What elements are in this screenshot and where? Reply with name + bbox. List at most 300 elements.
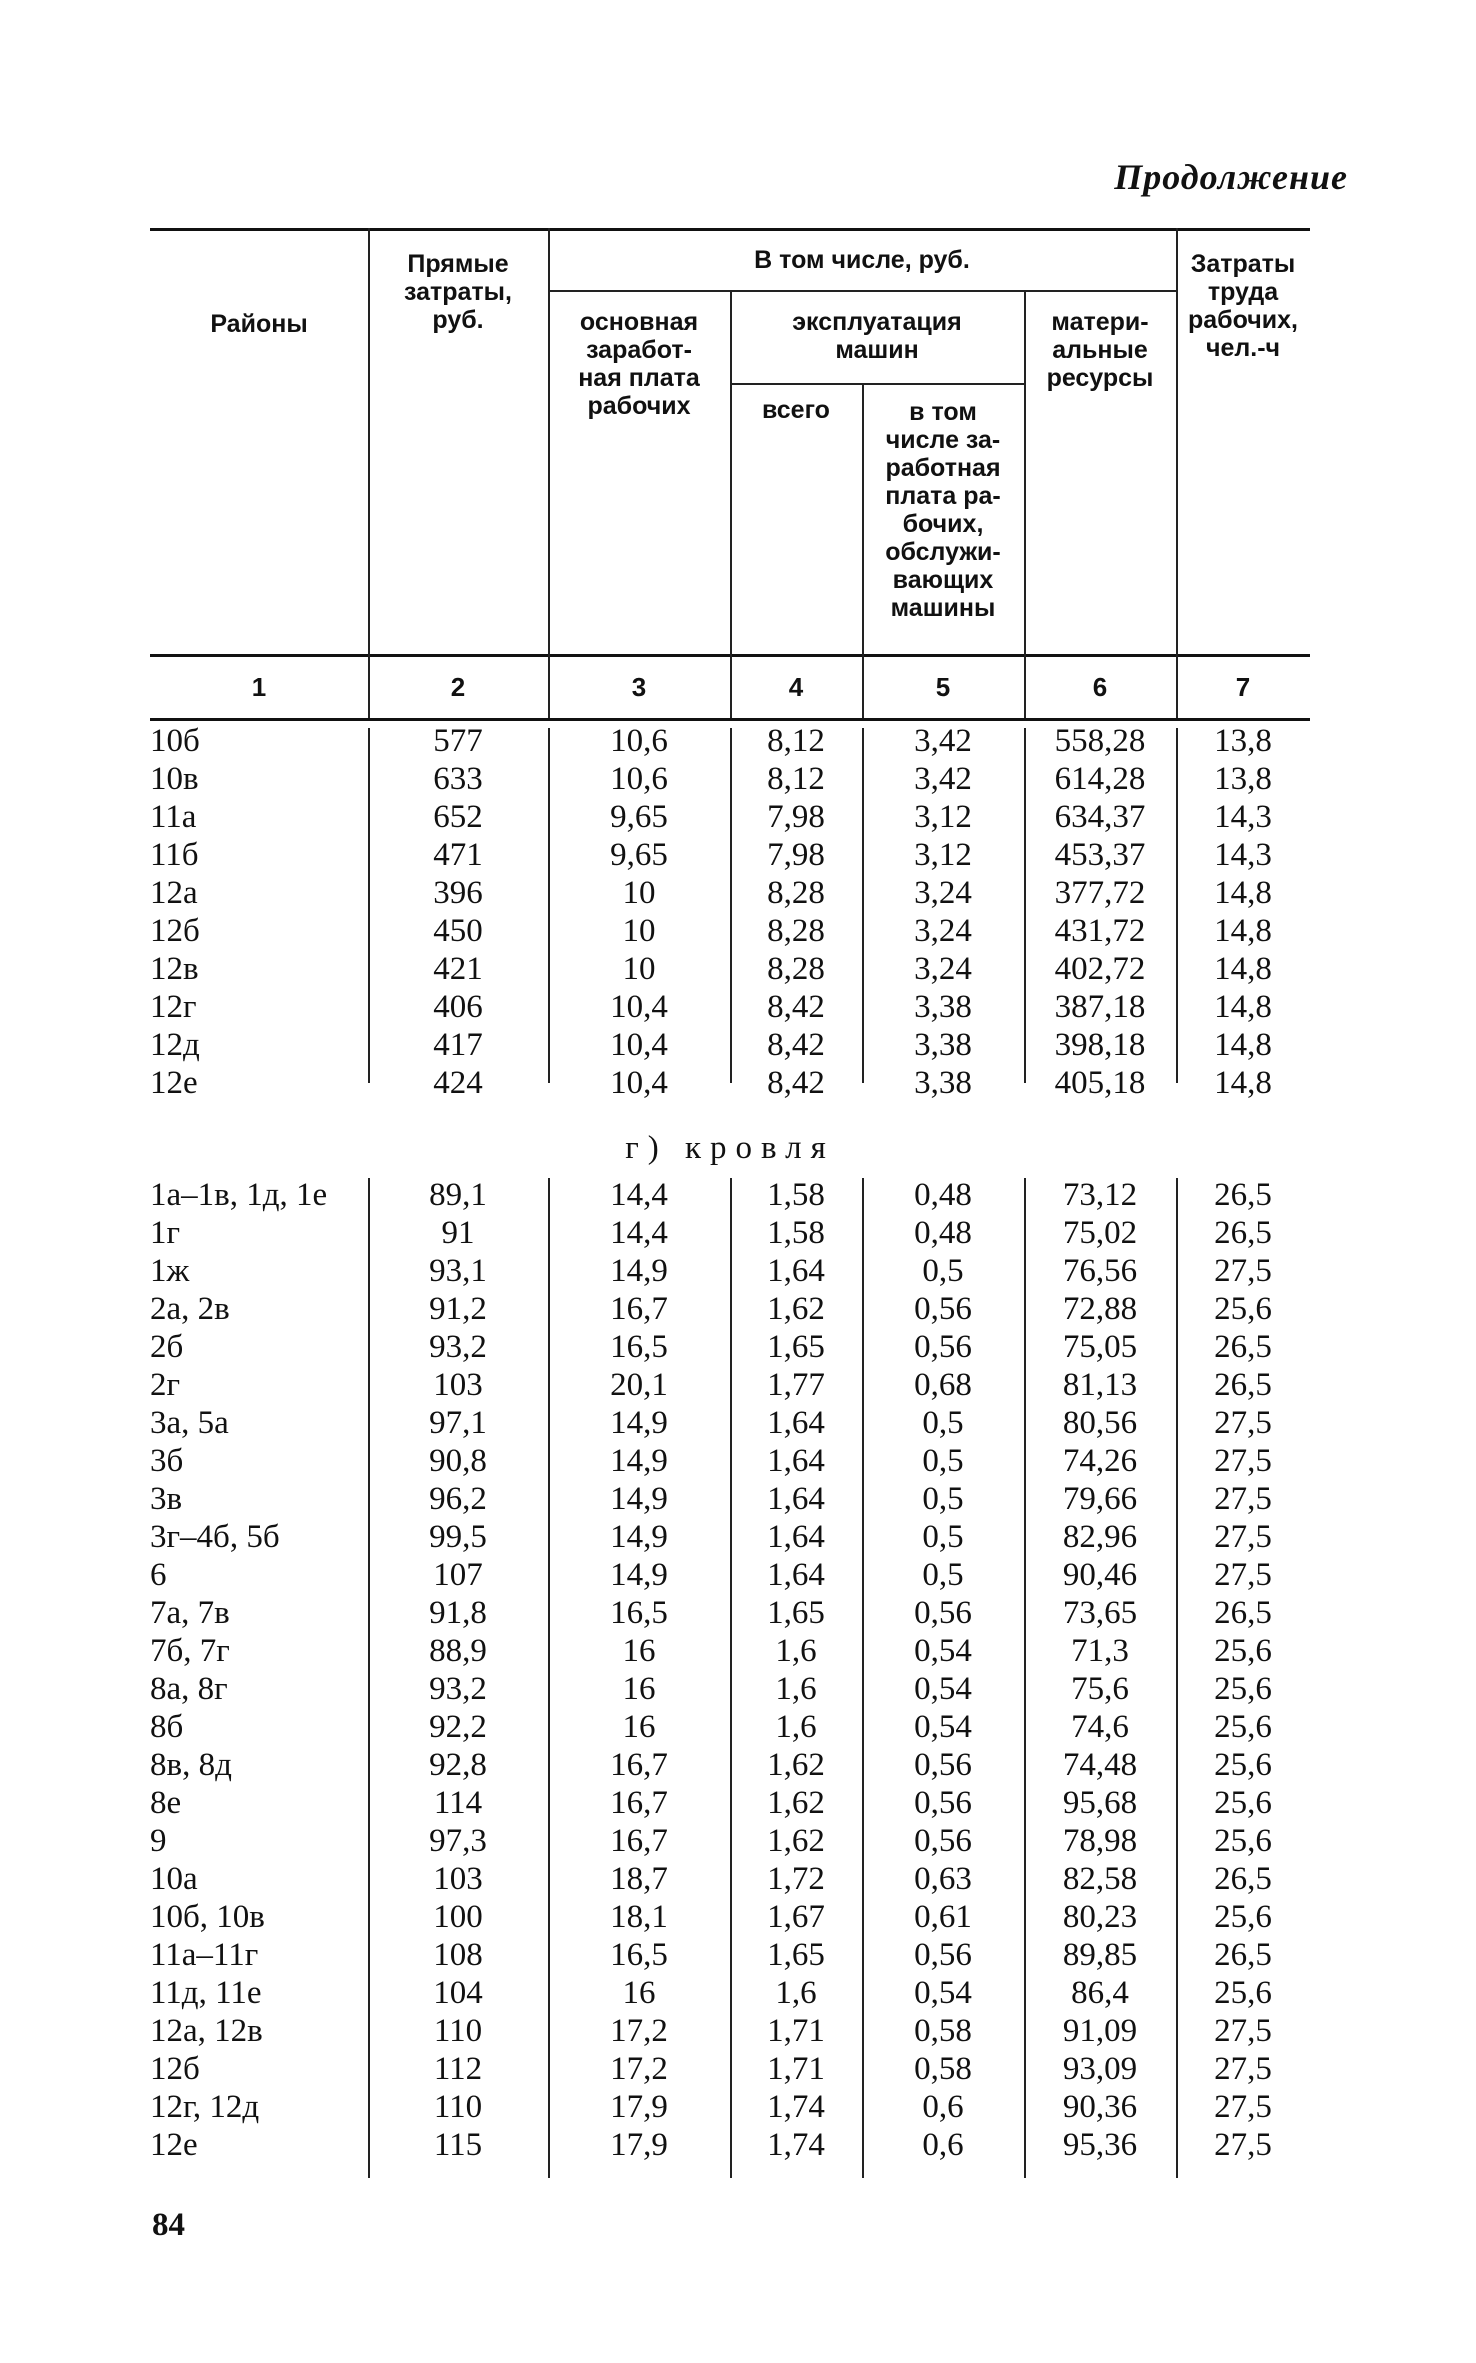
cell-machine-wage: 0,48 [914,1215,972,1251]
cell-district: 12в [150,951,199,987]
cell-labor: 14,8 [1214,1065,1272,1101]
table-row [150,988,1310,1026]
cell-base-wage: 10,4 [610,1027,668,1063]
cell-machine-total: 1,64 [767,1253,825,1289]
cell-direct-costs: 91,2 [429,1291,487,1327]
cell-direct-costs: 89,1 [429,1177,487,1213]
table-row [150,1746,1310,1784]
cell-district: 1а–1в, 1д, 1е [150,1177,328,1213]
cell-labor: 26,5 [1214,1937,1272,1973]
cell-machine-wage: 0,68 [914,1367,972,1403]
cell-machine-total: 1,58 [767,1177,825,1213]
cell-machine-total: 8,28 [767,913,825,949]
cell-labor: 26,5 [1214,1367,1272,1403]
cell-machine-wage: 0,56 [914,1595,972,1631]
cell-base-wage: 16,7 [610,1291,668,1327]
cell-materials: 91,09 [1062,2013,1138,2049]
cell-materials: 377,72 [1054,875,1146,911]
cell-base-wage: 14,4 [610,1215,668,1251]
cell-materials: 89,85 [1062,1937,1138,1973]
cell-base-wage: 14,4 [610,1177,668,1213]
table-row [150,1442,1310,1480]
cell-materials: 82,58 [1062,1861,1138,1897]
cell-machine-wage: 0,58 [914,2051,972,2087]
cell-direct-costs: 93,2 [429,1671,487,1707]
cell-labor: 25,6 [1214,1823,1272,1859]
cell-district: 10а [150,1861,198,1897]
cell-district: 8а, 8г [150,1671,228,1707]
cell-machine-wage: 3,42 [914,723,972,759]
cell-machine-wage: 0,48 [914,1177,972,1213]
cell-machine-total: 1,6 [775,1671,817,1707]
cell-machine-wage: 0,56 [914,1785,972,1821]
cell-direct-costs: 577 [433,723,483,759]
cell-labor: 25,6 [1214,1633,1272,1669]
cell-machine-wage: 0,5 [922,1443,964,1479]
table-top-rule [150,228,1310,231]
cell-machine-total: 1,71 [767,2013,825,2049]
cell-machine-total: 1,74 [767,2089,825,2125]
cell-machine-wage: 0,54 [914,1633,972,1669]
continuation-label: Продолжение [1114,157,1348,197]
cell-materials: 93,09 [1062,2051,1138,2087]
cell-district: 1ж [150,1253,190,1289]
cell-direct-costs: 107 [433,1557,483,1593]
cell-machine-wage: 0,54 [914,1671,972,1707]
cell-district: 12б [150,2051,200,2087]
table-row [150,1290,1310,1328]
cell-base-wage: 10,6 [610,723,668,759]
cell-district: 7а, 7в [150,1595,230,1631]
cell-machine-total: 1,6 [775,1709,817,1745]
cell-direct-costs: 421 [433,951,483,987]
cell-base-wage: 14,9 [610,1405,668,1441]
col-number-3: 3 [631,672,647,702]
cell-district: 8б [150,1709,184,1745]
cell-labor: 13,8 [1214,723,1272,759]
table-row [150,912,1310,950]
cell-direct-costs: 103 [433,1367,483,1403]
cell-machine-total: 1,62 [767,1747,825,1783]
header-direct-costs: Прямые затраты, руб. [404,250,512,334]
cell-direct-costs: 114 [433,1785,483,1821]
cell-machine-total: 1,74 [767,2127,825,2163]
cell-machine-total: 1,62 [767,1291,825,1327]
cell-base-wage: 16,7 [610,1785,668,1821]
cell-base-wage: 9,65 [610,799,668,835]
cell-machine-wage: 0,56 [914,1747,972,1783]
cell-machine-wage: 3,38 [914,1027,972,1063]
cell-labor: 14,8 [1214,951,1272,987]
cell-base-wage: 10 [622,913,656,949]
cell-direct-costs: 100 [433,1899,483,1935]
cell-materials: 73,12 [1062,1177,1138,1213]
cell-district: 12а, 12в [150,2013,263,2049]
cell-machine-wage: 0,54 [914,1709,972,1745]
cell-machine-total: 8,12 [767,761,825,797]
cell-labor: 27,5 [1214,1519,1272,1555]
cell-district: 3б [150,1443,184,1479]
table-row [150,2088,1310,2126]
cell-machine-total: 7,98 [767,799,825,835]
cell-direct-costs: 108 [433,1937,483,1973]
cell-machine-total: 8,12 [767,723,825,759]
cell-base-wage: 16,7 [610,1823,668,1859]
table-row [150,1822,1310,1860]
table-row [150,1064,1310,1102]
cell-labor: 14,3 [1214,837,1272,873]
cell-machine-total: 1,6 [775,1633,817,1669]
cell-labor: 26,5 [1214,1595,1272,1631]
table-row [150,950,1310,988]
section1-rows [150,722,1310,1102]
col-number-4: 4 [788,672,804,702]
cell-direct-costs: 99,5 [429,1519,487,1555]
cell-machine-wage: 0,56 [914,1291,972,1327]
numbers-bottom-rule [150,718,1310,721]
cell-materials: 614,28 [1054,761,1146,797]
cell-direct-costs: 450 [433,913,483,949]
cell-materials: 75,6 [1071,1671,1129,1707]
section2-rows [150,1176,1310,2164]
cell-base-wage: 16,5 [610,1329,668,1365]
cell-labor: 27,5 [1214,2051,1272,2087]
cell-district: 11д, 11е [150,1975,262,2011]
cell-machine-wage: 0,5 [922,1519,964,1555]
cell-base-wage: 10 [622,951,656,987]
cell-labor: 14,8 [1214,1027,1272,1063]
cell-machine-wage: 0,61 [914,1899,972,1935]
cell-base-wage: 14,9 [610,1443,668,1479]
cell-base-wage: 17,9 [610,2127,668,2163]
cell-direct-costs: 417 [433,1027,483,1063]
cell-machine-wage: 0,63 [914,1861,972,1897]
cell-materials: 431,72 [1054,913,1146,949]
cell-machine-total: 1,62 [767,1823,825,1859]
cell-machine-total: 1,64 [767,1557,825,1593]
table-row [150,1594,1310,1632]
cell-direct-costs: 93,2 [429,1329,487,1365]
table-row [150,1252,1310,1290]
cell-materials: 80,23 [1062,1899,1138,1935]
cell-district: 9 [150,1823,167,1859]
cell-direct-costs: 103 [433,1861,483,1897]
header-base-wage: основная заработ- ная плата рабочих [578,308,700,420]
group-rule [548,290,1176,292]
cell-materials: 80,56 [1062,1405,1138,1441]
cell-machine-total: 8,42 [767,1027,825,1063]
table-row [150,1176,1310,1214]
cell-base-wage: 10 [622,875,656,911]
header-including: В том числе, руб. [754,246,970,274]
cell-labor: 13,8 [1214,761,1272,797]
cell-materials: 73,65 [1062,1595,1138,1631]
cell-machine-wage: 3,12 [914,837,972,873]
cell-machine-total: 1,62 [767,1785,825,1821]
cell-direct-costs: 471 [433,837,483,873]
cell-direct-costs: 90,8 [429,1443,487,1479]
cell-machine-total: 1,72 [767,1861,825,1897]
cell-materials: 453,37 [1054,837,1146,873]
cell-base-wage: 10,4 [610,989,668,1025]
cell-machine-wage: 0,56 [914,1823,972,1859]
cell-labor: 14,3 [1214,799,1272,835]
cell-labor: 27,5 [1214,1557,1272,1593]
cell-base-wage: 20,1 [610,1367,668,1403]
col-number-1: 1 [251,672,267,702]
cell-machine-total: 8,42 [767,1065,825,1101]
cell-district: 12д [150,1027,200,1063]
table-row [150,1974,1310,2012]
col-number-5: 5 [935,672,951,702]
cell-materials: 79,66 [1062,1481,1138,1517]
table-row [150,1026,1310,1064]
cell-district: 10б [150,723,200,759]
cell-base-wage: 16 [622,1671,656,1707]
cell-district: 3г–4б, 5б [150,1519,280,1555]
cell-materials: 405,18 [1054,1065,1146,1101]
cell-machine-wage: 0,54 [914,1975,972,2011]
cell-materials: 95,36 [1062,2127,1138,2163]
cell-machine-total: 1,67 [767,1899,825,1935]
cell-base-wage: 16,5 [610,1595,668,1631]
cell-district: 8в, 8д [150,1747,232,1783]
cell-base-wage: 16,7 [610,1747,668,1783]
cell-machine-total: 1,64 [767,1443,825,1479]
cell-base-wage: 16 [622,1633,656,1669]
cell-machine-wage: 3,12 [914,799,972,835]
cell-district: 2б [150,1329,184,1365]
cell-direct-costs: 104 [433,1975,483,2011]
header-materials: матери- альные ресурсы [1046,308,1154,392]
cell-machine-total: 1,64 [767,1481,825,1517]
table-row [150,1480,1310,1518]
cell-district: 12е [150,2127,198,2163]
cell-base-wage: 14,9 [610,1557,668,1593]
cell-machine-wage: 0,5 [922,1557,964,1593]
cell-machine-wage: 0,5 [922,1405,964,1441]
cell-labor: 25,6 [1214,1785,1272,1821]
table-row [150,1214,1310,1252]
cell-labor: 26,5 [1214,1177,1272,1213]
cell-materials: 75,02 [1062,1215,1138,1251]
cell-base-wage: 9,65 [610,837,668,873]
cell-labor: 27,5 [1214,2089,1272,2125]
cell-base-wage: 16 [622,1709,656,1745]
cell-materials: 82,96 [1062,1519,1138,1555]
cell-labor: 25,6 [1214,1671,1272,1707]
cell-district: 8е [150,1785,182,1821]
cell-machine-wage: 0,56 [914,1937,972,1973]
cell-machine-total: 8,28 [767,875,825,911]
cell-materials: 398,18 [1054,1027,1146,1063]
page-number: 84 [152,2207,185,2243]
cell-direct-costs: 91,8 [429,1595,487,1631]
cell-district: 10б, 10в [150,1899,265,1935]
cell-labor: 14,8 [1214,875,1272,911]
cell-district: 3в [150,1481,183,1517]
table-row [150,836,1310,874]
table-row [150,2012,1310,2050]
cell-direct-costs: 115 [433,2127,483,2163]
cell-materials: 90,46 [1062,1557,1138,1593]
cell-machine-total: 1,77 [767,1367,825,1403]
cell-direct-costs: 633 [433,761,483,797]
table-row [150,2050,1310,2088]
cell-machine-total: 1,6 [775,1975,817,2011]
cell-labor: 14,8 [1214,989,1272,1025]
table-row [150,1936,1310,1974]
table-row [150,874,1310,912]
cell-direct-costs: 97,1 [429,1405,487,1441]
cell-direct-costs: 424 [433,1065,483,1101]
table-row [150,1632,1310,1670]
cell-materials: 387,18 [1054,989,1146,1025]
col-number-7: 7 [1235,672,1251,702]
cell-labor: 27,5 [1214,1443,1272,1479]
cell-materials: 74,26 [1062,1443,1138,1479]
cell-machine-wage: 3,38 [914,1065,972,1101]
cell-machine-total: 1,65 [767,1329,825,1365]
cell-labor: 26,5 [1214,1329,1272,1365]
cell-labor: 27,5 [1214,2013,1272,2049]
cell-labor: 27,5 [1214,1253,1272,1289]
cell-machine-wage: 3,24 [914,913,972,949]
table-row [150,1518,1310,1556]
cell-materials: 75,05 [1062,1329,1138,1365]
table-row [150,1670,1310,1708]
table-row [150,1898,1310,1936]
cell-district: 12а [150,875,198,911]
cell-base-wage: 14,9 [610,1253,668,1289]
cell-labor: 25,6 [1214,1899,1272,1935]
cell-direct-costs: 91 [441,1215,475,1251]
cell-base-wage: 18,7 [610,1861,668,1897]
cell-materials: 74,48 [1062,1747,1138,1783]
cell-direct-costs: 96,2 [429,1481,487,1517]
cell-labor: 27,5 [1214,2127,1272,2163]
cell-direct-costs: 396 [433,875,483,911]
cell-machine-wage: 0,58 [914,2013,972,2049]
cell-direct-costs: 92,2 [429,1709,487,1745]
cell-materials: 90,36 [1062,2089,1138,2125]
cell-direct-costs: 110 [433,2013,483,2049]
cell-direct-costs: 88,9 [429,1633,487,1669]
cell-machine-wage: 3,24 [914,951,972,987]
cell-district: 1г [150,1215,181,1251]
section-title-roof: г) кровля [625,1130,835,1166]
cell-materials: 81,13 [1062,1367,1138,1403]
cell-district: 11б [150,837,199,873]
cell-base-wage: 16 [622,1975,656,2011]
cell-labor: 27,5 [1214,1405,1272,1441]
cell-district: 12г, 12д [150,2089,260,2125]
cell-base-wage: 17,2 [610,2051,668,2087]
header-total: всего [762,396,830,424]
col-number-2: 2 [450,672,466,702]
cell-district: 2а, 2в [150,1291,230,1327]
cell-labor: 14,8 [1214,913,1272,949]
cell-machine-wage: 0,5 [922,1253,964,1289]
cell-district: 12б [150,913,200,949]
cell-direct-costs: 110 [433,2089,483,2125]
table-row [150,2126,1310,2164]
cell-district: 10в [150,761,199,797]
cell-base-wage: 17,9 [610,2089,668,2125]
table-row [150,1784,1310,1822]
cell-base-wage: 14,9 [610,1481,668,1517]
table-row [150,722,1310,760]
cell-labor: 26,5 [1214,1215,1272,1251]
cell-machine-total: 1,58 [767,1215,825,1251]
cell-labor: 25,6 [1214,1709,1272,1745]
cell-district: 6 [150,1557,167,1593]
cell-machine-total: 1,65 [767,1937,825,1973]
cell-base-wage: 17,2 [610,2013,668,2049]
table-row [150,1556,1310,1594]
cell-machine-total: 8,42 [767,989,825,1025]
cell-machine-wage: 3,42 [914,761,972,797]
cell-district: 12е [150,1065,198,1101]
table-row [150,1404,1310,1442]
cell-labor: 25,6 [1214,1747,1272,1783]
cell-district: 7б, 7г [150,1633,230,1669]
cell-district: 3а, 5а [150,1405,229,1441]
cell-labor: 25,6 [1214,1291,1272,1327]
cell-labor: 27,5 [1214,1481,1272,1517]
cell-materials: 402,72 [1054,951,1146,987]
cell-direct-costs: 406 [433,989,483,1025]
cell-district: 12г [150,989,197,1025]
cell-materials: 634,37 [1054,799,1146,835]
cell-machine-total: 7,98 [767,837,825,873]
cell-machine-total: 1,65 [767,1595,825,1631]
cell-district: 11а [150,799,197,835]
cell-base-wage: 14,9 [610,1519,668,1555]
cell-materials: 71,3 [1071,1633,1129,1669]
header-machine-operation: эксплуатация машин [792,308,962,364]
table-row [150,798,1310,836]
header-labor: Затраты труда рабочих, чел.-ч [1188,250,1298,362]
table-row [150,1708,1310,1746]
cell-district: 2г [150,1367,181,1403]
cell-materials: 74,6 [1071,1709,1129,1745]
cell-machine-total: 8,28 [767,951,825,987]
header-districts: Районы [210,310,308,338]
cell-direct-costs: 97,3 [429,1823,487,1859]
cell-materials: 72,88 [1062,1291,1138,1327]
cell-materials: 76,56 [1062,1253,1138,1289]
header-divider-2 [548,228,550,718]
cell-labor: 25,6 [1214,1975,1272,2011]
cell-materials: 86,4 [1071,1975,1129,2011]
cell-base-wage: 10,4 [610,1065,668,1101]
col-number-6: 6 [1092,672,1108,702]
cell-district: 11а–11г [150,1937,259,1973]
table-row [150,1366,1310,1404]
cell-direct-costs: 652 [433,799,483,835]
cell-machine-wage: 0,6 [922,2089,964,2125]
table-row [150,760,1310,798]
cell-machine-wage: 0,5 [922,1481,964,1517]
cell-materials: 95,68 [1062,1785,1138,1821]
cell-machine-total: 1,64 [767,1519,825,1555]
cell-direct-costs: 92,8 [429,1747,487,1783]
cell-machine-wage: 0,56 [914,1329,972,1365]
cell-machine-total: 1,71 [767,2051,825,2087]
cell-base-wage: 18,1 [610,1899,668,1935]
cell-machine-wage: 3,38 [914,989,972,1025]
